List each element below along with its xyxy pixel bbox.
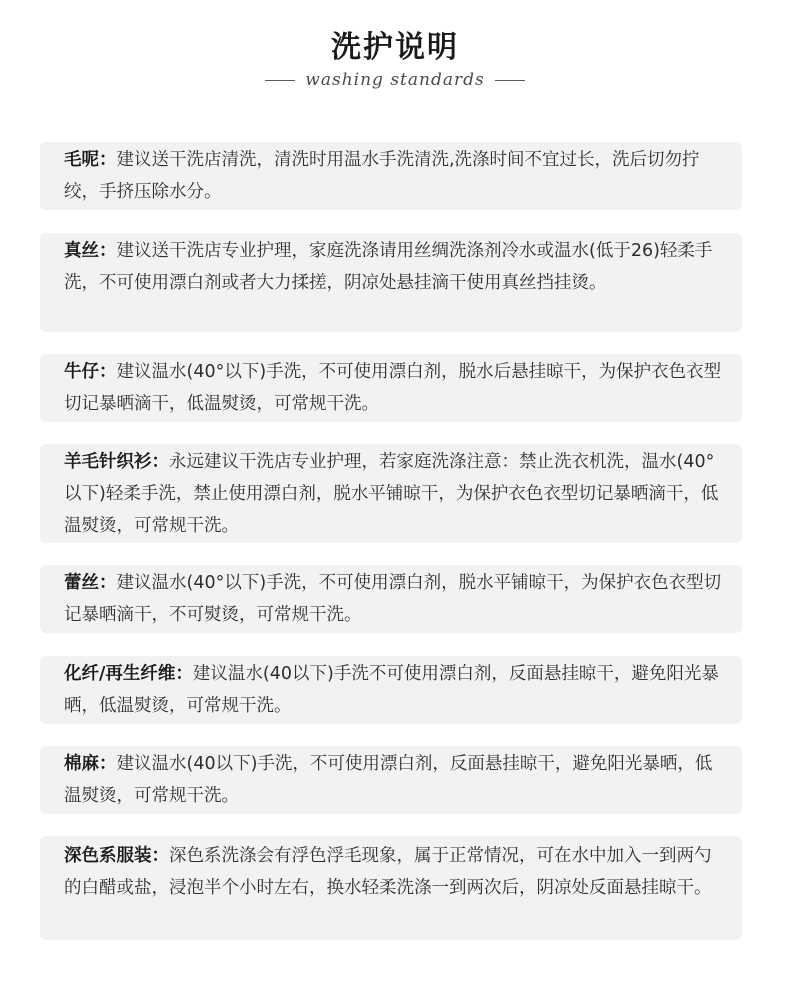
care-card-label: 牛仔： bbox=[64, 362, 117, 382]
care-card-denim bbox=[40, 354, 742, 422]
page-title: 洗护说明 bbox=[331, 30, 459, 65]
subtitle-text: washing standards bbox=[305, 70, 485, 90]
care-card-label: 化纤/再生纤维： bbox=[64, 664, 193, 684]
care-card-text: 建议温水(40°以下)手洗，不可使用漂白剂，脱水平铺晾干，为保护衣色衣型切记暴晒滴干，不可熨烫，可常规干洗。 bbox=[64, 573, 722, 625]
page-subtitle bbox=[0, 70, 790, 90]
care-card-label: 深色系服装： bbox=[64, 846, 169, 866]
subtitle-rule-right bbox=[495, 80, 525, 81]
care-card-silk bbox=[40, 233, 742, 332]
care-card-label: 棉麻： bbox=[64, 754, 117, 774]
care-card-dark-garments bbox=[40, 836, 742, 940]
care-card-cotton-linen bbox=[40, 746, 742, 814]
care-card-wool bbox=[40, 142, 742, 210]
care-card-text: 深色系洗涤会有浮色浮毛现象，属于正常情况，可在水中加入一到两勺的白醋或盐，浸泡半个小时左右，换水轻柔洗涤一到两次后，阴凉处反面悬挂晾干。 bbox=[64, 846, 712, 898]
care-card-text: 建议送干洗店专业护理，家庭洗涤请用丝绸洗涤剂冷水或温水(低于26)轻柔手洗，不可使用漂白剂或者大力揉搓，阴凉处悬挂滴干使用真丝挡挂烫。 bbox=[64, 241, 713, 293]
care-card-label: 毛呢： bbox=[64, 150, 117, 170]
care-card-label: 羊毛针织衫： bbox=[64, 452, 169, 472]
subtitle-rule-left bbox=[265, 80, 295, 81]
care-card-text: 建议温水(40°以下)手洗，不可使用漂白剂，脱水后悬挂晾干，为保护衣色衣型切记暴晒滴干，低温熨烫，可常规干洗。 bbox=[64, 362, 722, 414]
care-card-label: 真丝： bbox=[64, 241, 117, 261]
care-card-label: 蕾丝： bbox=[64, 573, 117, 593]
care-card-wool-knit bbox=[40, 444, 742, 543]
care-card-text: 建议温水(40以下)手洗，不可使用漂白剂，反面悬挂晾干，避免阳光暴晒，低温熨烫，可常规干洗。 bbox=[64, 754, 713, 806]
care-card-text: 永远建议干洗店专业护理，若家庭洗涤注意：禁止洗衣机洗，温水(40°以下)轻柔手洗，禁止使用漂白剂，脱水平铺晾干，为保护衣色衣型切记暴晒滴干，低温熨烫，可常规干洗。 bbox=[64, 452, 719, 536]
care-card-synthetic bbox=[40, 656, 742, 724]
care-card-text: 建议温水(40以下)手洗不可使用漂白剂，反面悬挂晾干，避免阳光暴晒，低温熨烫，可常规干洗。 bbox=[64, 664, 719, 716]
care-card-text: 建议送干洗店清洗，清洗时用温水手洗清洗,洗涤时间不宜过长，洗后切勿拧绞，手挤压除水分。 bbox=[64, 150, 700, 202]
care-card-lace bbox=[40, 565, 742, 633]
